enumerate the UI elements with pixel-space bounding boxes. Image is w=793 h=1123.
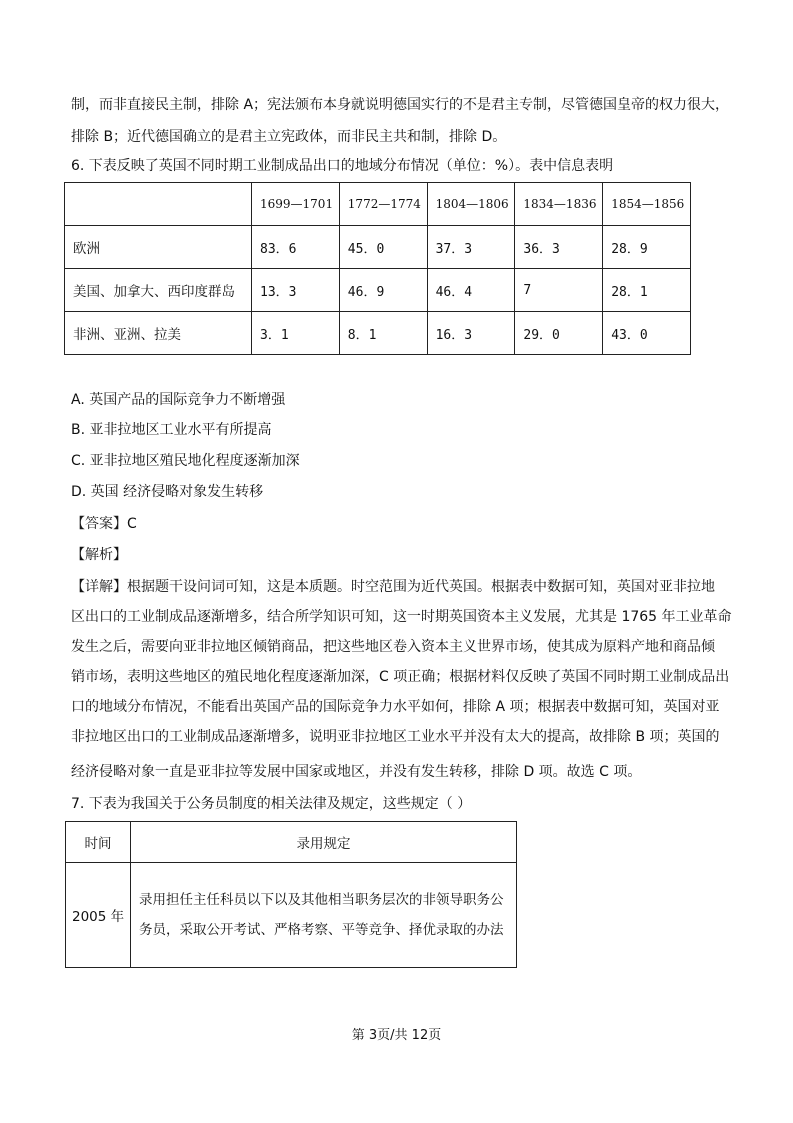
table-header-cell: 1834—1836 xyxy=(515,183,603,226)
value-cell: 37．3 xyxy=(427,226,515,269)
detail-line: 【详解】根据题干设问词可知，这是本质题。时空范围为近代英国。根据表中数据可知，英国对亚非拉地 xyxy=(71,579,715,595)
value-cell: 46．4 xyxy=(427,269,515,312)
paragraph-line-2: 排除 B；近代德国确立的是君主立宪政体，而非民主共和制，排除 D。 xyxy=(71,129,507,145)
export-distribution-table xyxy=(64,182,691,355)
page-footer: 第 3页/共 12页 xyxy=(351,1028,442,1043)
detail-line: 口的地域分布情况，不能看出英国产品的国际竞争力水平如何，排除 A 项；根据表中数据可知，英国对亚 xyxy=(71,699,720,715)
answer-label: 【答案】 xyxy=(71,516,127,532)
region-cell: 美国、加拿大、西印度群岛 xyxy=(65,269,252,312)
option-a: A. 英国产品的国际竞争力不断增强 xyxy=(71,392,286,408)
value-cell: 28．9 xyxy=(603,226,691,269)
value-cell: 8．1 xyxy=(339,312,427,355)
table-header-cell: 1854—1856 xyxy=(603,183,691,226)
value-cell: 3．1 xyxy=(252,312,340,355)
answer-value: C xyxy=(127,516,137,532)
value-cell: 43．0 xyxy=(603,312,691,355)
year-cell: 2005 年 xyxy=(66,863,131,968)
table-header-cell: 时间 xyxy=(66,822,131,863)
table-header-row xyxy=(66,822,517,863)
option-c: C. 亚非拉地区殖民地化程度逐渐加深 xyxy=(71,453,300,469)
region-cell: 非洲、亚洲、拉美 xyxy=(65,312,252,355)
value-cell: 28．1 xyxy=(603,269,691,312)
table-row xyxy=(65,269,691,312)
question-6-stem: 6. 下表反映了英国不同时期工业制成品出口的地域分布情况（单位：%）。表中信息表明 xyxy=(71,158,614,174)
region-cell: 欧洲 xyxy=(65,226,252,269)
detail-line: 区出口的工业制成品逐渐增多，结合所学知识可知，这一时期英国资本主义发展，尤其是 1765 年工业革命 xyxy=(71,609,732,625)
detail-line: 非拉地区出口的工业制成品逐渐增多，说明亚非拉地区工业水平并没有太大的提高，故排除 B 项；英国的 xyxy=(71,729,720,745)
detail-line: 经济侵略对象一直是亚非拉等发展中国家或地区，并没有发生转移，排除 D 项。故选 C 项。 xyxy=(71,764,642,780)
table-header-cell: 录用规定 xyxy=(131,822,517,863)
value-cell: 16．3 xyxy=(427,312,515,355)
value-cell: 7 xyxy=(515,269,603,312)
table-header-cell: 1772—1774 xyxy=(339,183,427,226)
value-cell: 46．9 xyxy=(339,269,427,312)
table-header-cell: 1699—1701 xyxy=(252,183,340,226)
table-row xyxy=(65,226,691,269)
option-d: D. 英国 经济侵略对象发生转移 xyxy=(71,484,264,500)
analysis-label: 【解析】 xyxy=(71,547,127,563)
option-b: B. 亚非拉地区工业水平有所提高 xyxy=(71,422,272,438)
table-header-cell: 1804—1806 xyxy=(427,183,515,226)
table-row xyxy=(65,312,691,355)
table-row xyxy=(66,863,517,968)
value-cell: 45．0 xyxy=(339,226,427,269)
paragraph-line-1: 制，而非直接民主制，排除 A；宪法颁布本身就说明德国实行的不是君主专制，尽管德国皇帝的权力很大， xyxy=(71,97,730,113)
value-cell: 83．6 xyxy=(252,226,340,269)
civil-servant-rules-table xyxy=(65,821,517,968)
question-7-stem: 7. 下表为我国关于公务员制度的相关法律及规定，这些规定（ ） xyxy=(71,796,472,812)
detail-line: 销市场，表明这些地区的殖民地化程度逐渐加深，C 项正确；根据材料仅反映了英国不同时期工业制成品出 xyxy=(71,669,730,685)
table-header-cell xyxy=(65,183,252,226)
rule-cell: 录用担任主任科员以下以及其他相当职务层次的非领导职务公务员，采取公开考试、严格考察、平等竞争、择优录取的办法 xyxy=(131,863,517,968)
value-cell: 13．3 xyxy=(252,269,340,312)
value-cell: 29．0 xyxy=(515,312,603,355)
answer-line xyxy=(71,510,721,539)
value-cell: 36．3 xyxy=(515,226,603,269)
detail-line: 发生之后，需要向亚非拉地区倾销商品，把这些地区卷入资本主义世界市场，使其成为原料产地和商品倾 xyxy=(71,639,715,655)
table-header-row xyxy=(65,183,691,226)
